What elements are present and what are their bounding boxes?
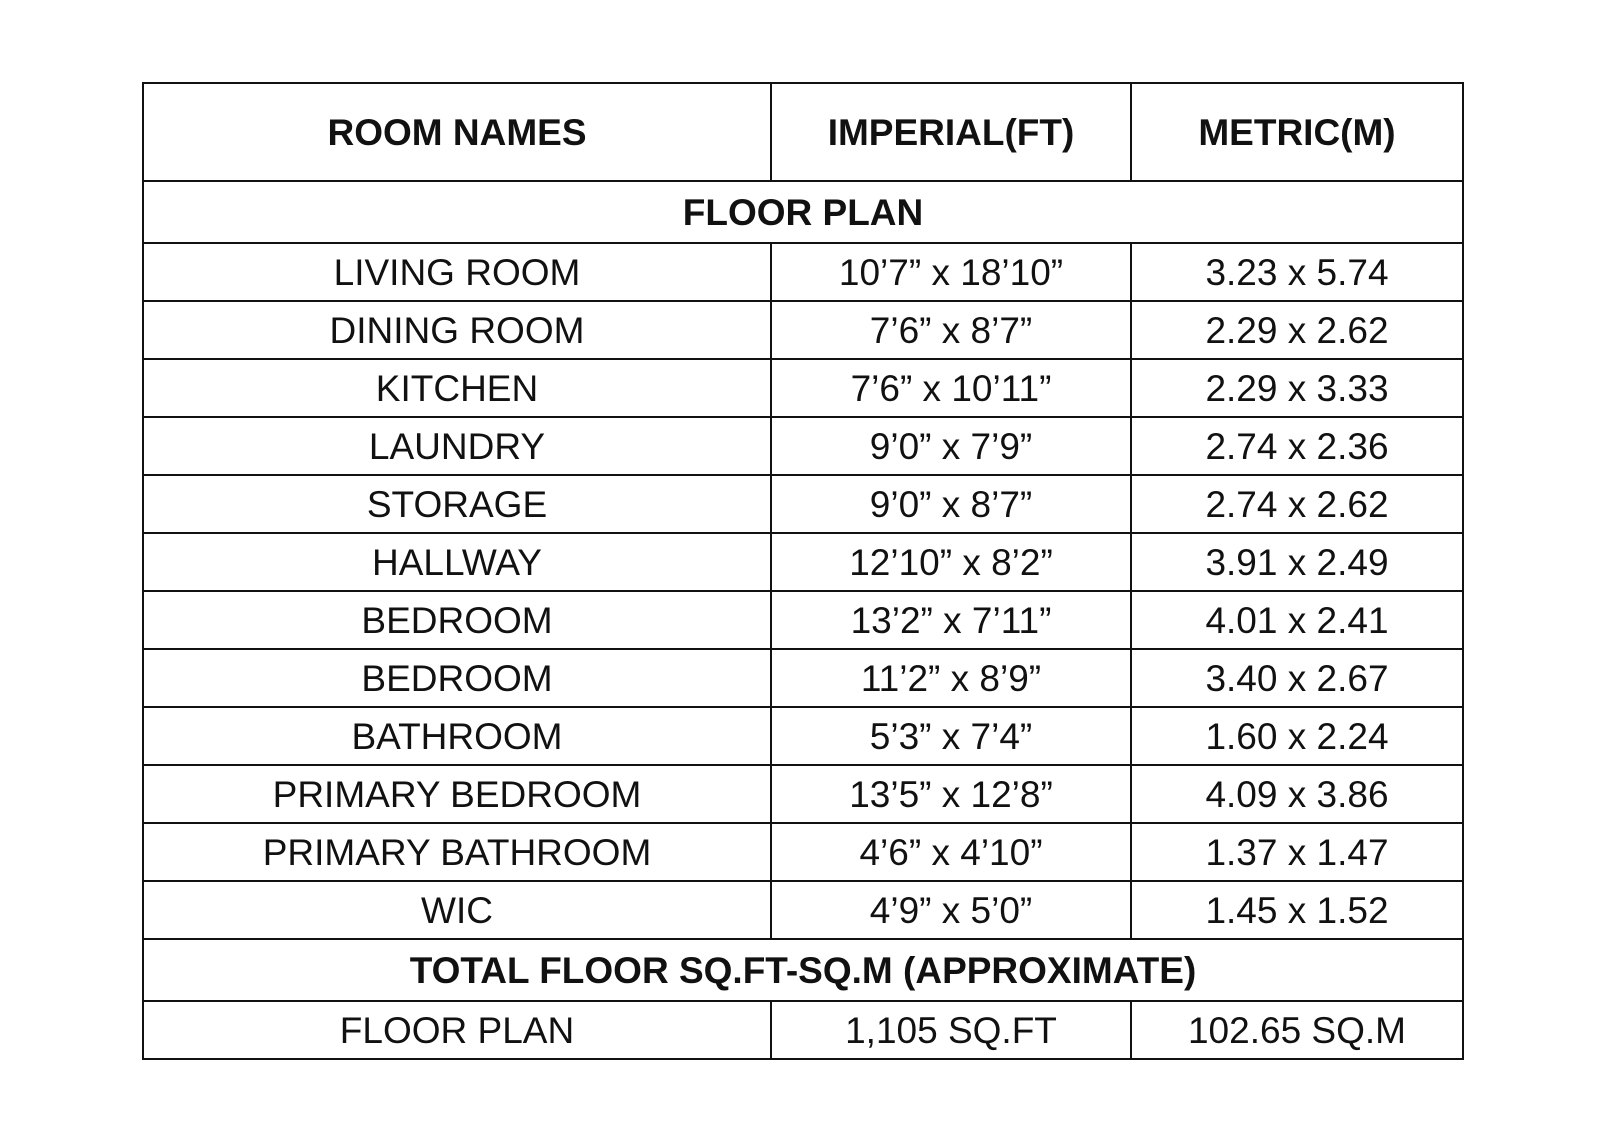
table-row bbox=[143, 591, 1463, 649]
header-room-names: ROOM NAMES bbox=[143, 83, 771, 181]
metric-cell: 2.74 x 2.62 bbox=[1131, 475, 1463, 533]
table-row bbox=[143, 359, 1463, 417]
imperial-cell: 11’2” x 8’9” bbox=[771, 649, 1131, 707]
total-imperial-cell: 1,105 SQ.FT bbox=[771, 1001, 1131, 1059]
room-name-cell: WIC bbox=[143, 881, 771, 939]
table-row bbox=[143, 649, 1463, 707]
room-dimensions-table bbox=[142, 82, 1464, 1060]
metric-cell: 1.37 x 1.47 bbox=[1131, 823, 1463, 881]
section-row bbox=[143, 181, 1463, 243]
table-row bbox=[143, 765, 1463, 823]
imperial-cell: 9’0” x 7’9” bbox=[771, 417, 1131, 475]
imperial-cell: 13’5” x 12’8” bbox=[771, 765, 1131, 823]
imperial-cell: 7’6” x 10’11” bbox=[771, 359, 1131, 417]
metric-cell: 3.23 x 5.74 bbox=[1131, 243, 1463, 301]
metric-cell: 3.40 x 2.67 bbox=[1131, 649, 1463, 707]
total-title: TOTAL FLOOR SQ.FT-SQ.M (APPROXIMATE) bbox=[143, 939, 1463, 1001]
total-section-row bbox=[143, 939, 1463, 1001]
imperial-cell: 12’10” x 8’2” bbox=[771, 533, 1131, 591]
metric-cell: 2.29 x 3.33 bbox=[1131, 359, 1463, 417]
metric-cell: 4.01 x 2.41 bbox=[1131, 591, 1463, 649]
room-name-cell: LIVING ROOM bbox=[143, 243, 771, 301]
table-row bbox=[143, 417, 1463, 475]
total-metric-cell: 102.65 SQ.M bbox=[1131, 1001, 1463, 1059]
header-metric: METRIC(M) bbox=[1131, 83, 1463, 181]
room-name-cell: STORAGE bbox=[143, 475, 771, 533]
metric-cell: 2.29 x 2.62 bbox=[1131, 301, 1463, 359]
table-row bbox=[143, 301, 1463, 359]
imperial-cell: 9’0” x 8’7” bbox=[771, 475, 1131, 533]
imperial-cell: 4’9” x 5’0” bbox=[771, 881, 1131, 939]
header-row bbox=[143, 83, 1463, 181]
room-name-cell: BEDROOM bbox=[143, 649, 771, 707]
room-name-cell: BEDROOM bbox=[143, 591, 771, 649]
section-title: FLOOR PLAN bbox=[143, 181, 1463, 243]
metric-cell: 1.45 x 1.52 bbox=[1131, 881, 1463, 939]
header-imperial: IMPERIAL(FT) bbox=[771, 83, 1131, 181]
total-room-cell: FLOOR PLAN bbox=[143, 1001, 771, 1059]
room-name-cell: BATHROOM bbox=[143, 707, 771, 765]
metric-cell: 1.60 x 2.24 bbox=[1131, 707, 1463, 765]
table-row bbox=[143, 475, 1463, 533]
room-name-cell: PRIMARY BEDROOM bbox=[143, 765, 771, 823]
imperial-cell: 7’6” x 8’7” bbox=[771, 301, 1131, 359]
metric-cell: 2.74 x 2.36 bbox=[1131, 417, 1463, 475]
room-name-cell: KITCHEN bbox=[143, 359, 771, 417]
room-name-cell: PRIMARY BATHROOM bbox=[143, 823, 771, 881]
metric-cell: 3.91 x 2.49 bbox=[1131, 533, 1463, 591]
room-name-cell: DINING ROOM bbox=[143, 301, 771, 359]
room-name-cell: LAUNDRY bbox=[143, 417, 771, 475]
table-row bbox=[143, 243, 1463, 301]
metric-cell: 4.09 x 3.86 bbox=[1131, 765, 1463, 823]
room-name-cell: HALLWAY bbox=[143, 533, 771, 591]
table-row bbox=[143, 707, 1463, 765]
table-row bbox=[143, 823, 1463, 881]
imperial-cell: 5’3” x 7’4” bbox=[771, 707, 1131, 765]
table-row bbox=[143, 533, 1463, 591]
imperial-cell: 4’6” x 4’10” bbox=[771, 823, 1131, 881]
table-row bbox=[143, 881, 1463, 939]
imperial-cell: 13’2” x 7’11” bbox=[771, 591, 1131, 649]
imperial-cell: 10’7” x 18’10” bbox=[771, 243, 1131, 301]
total-row bbox=[143, 1001, 1463, 1059]
